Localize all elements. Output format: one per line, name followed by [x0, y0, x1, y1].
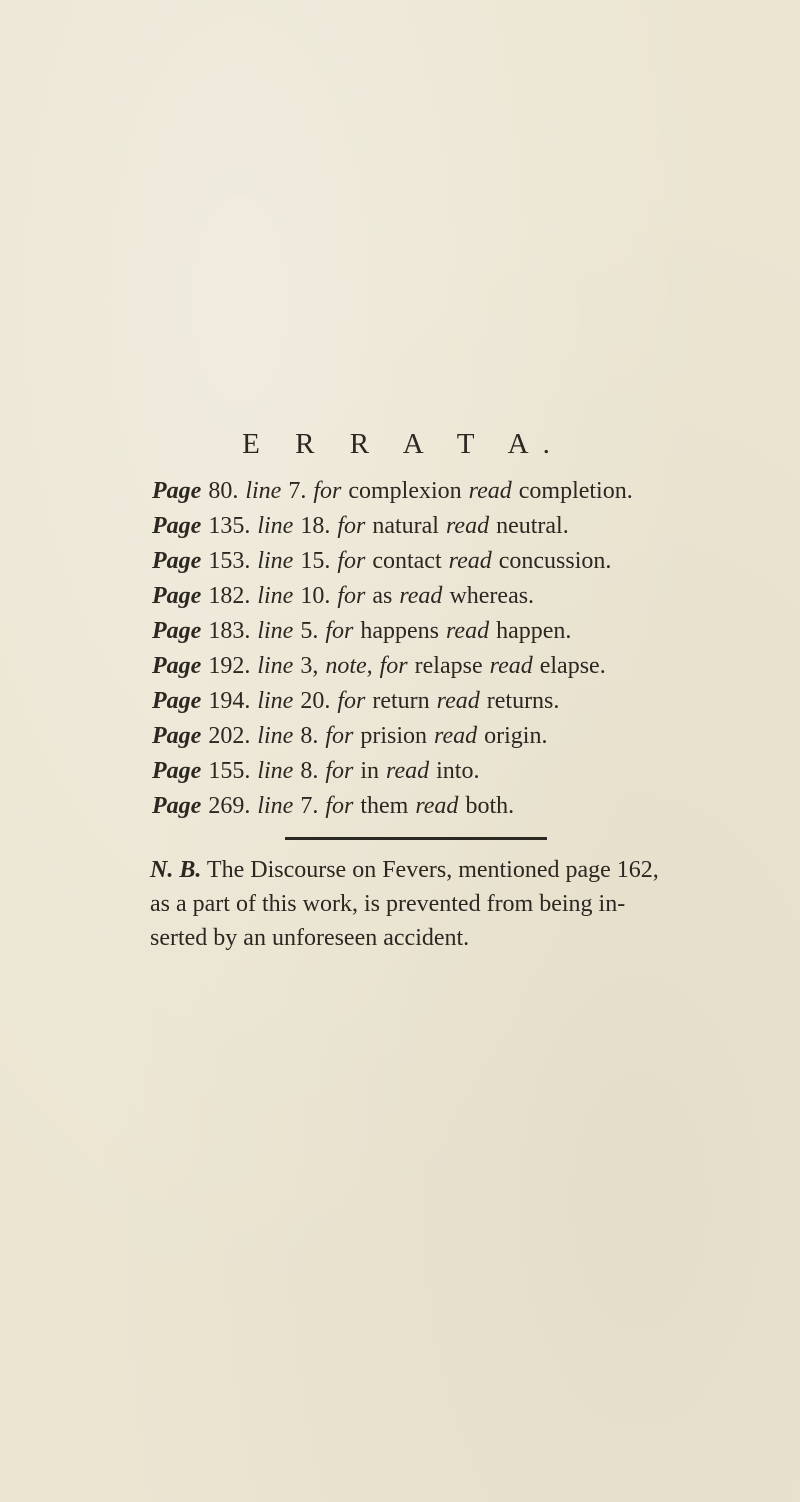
- erroneous-word: return: [372, 688, 430, 714]
- corrected-word: origin.: [484, 723, 548, 749]
- errata-row: [152, 754, 752, 789]
- errata-row: [152, 684, 752, 719]
- corrected-word: completion.: [518, 478, 633, 504]
- for-label: for: [337, 688, 366, 714]
- erroneous-word: as: [372, 583, 393, 609]
- page-number: 269.: [208, 793, 251, 819]
- errata-row: [152, 474, 752, 509]
- line-label: line: [257, 688, 294, 714]
- errata-row: [152, 614, 752, 649]
- line-number: 18.: [300, 513, 331, 539]
- corrected-word: neutral.: [496, 513, 569, 539]
- line-label: line: [257, 653, 294, 679]
- line-label: line: [257, 548, 294, 574]
- note-label: note,: [325, 653, 373, 679]
- read-label: read: [445, 513, 490, 539]
- for-label: for: [313, 478, 342, 504]
- line-number: 15.: [300, 548, 331, 574]
- nota-bene-line-2: as a part of this work, is prevented from being in-: [150, 891, 626, 917]
- errata-title: E R R A T A.: [242, 428, 564, 460]
- erroneous-word: them: [360, 793, 409, 819]
- errata-row: [152, 719, 752, 754]
- for-label: for: [325, 618, 354, 644]
- errata-row: [152, 649, 752, 684]
- page-label: Page: [152, 758, 202, 784]
- erroneous-word: natural: [372, 513, 439, 539]
- read-label: read: [489, 653, 533, 679]
- divider-rule: [285, 837, 547, 840]
- page-number: 192.: [208, 653, 251, 679]
- line-label: line: [245, 478, 282, 504]
- read-label: read: [386, 758, 430, 784]
- errata-list: [152, 474, 752, 824]
- line-number: 10.: [300, 583, 331, 609]
- read-label: read: [399, 583, 443, 609]
- line-number: 5.: [300, 618, 319, 644]
- read-label: read: [434, 723, 478, 749]
- corrected-word: concussion.: [498, 548, 612, 574]
- page-number: 202.: [208, 723, 251, 749]
- nota-bene-label: N. B.: [150, 857, 202, 883]
- errata-row: [152, 789, 752, 824]
- nota-bene-line-3: serted by an unforeseen accident.: [150, 925, 470, 951]
- line-number: 8.: [300, 723, 319, 749]
- for-label: for: [337, 513, 366, 539]
- page-label: Page: [152, 478, 202, 504]
- erroneous-word: in: [360, 758, 379, 784]
- errata-row: [152, 509, 752, 544]
- errata-row: [152, 544, 752, 579]
- read-label: read: [445, 618, 490, 644]
- page-number: 182.: [208, 583, 251, 609]
- erroneous-word: relapse: [414, 653, 483, 679]
- line-label: line: [257, 583, 294, 609]
- page-label: Page: [152, 513, 202, 539]
- line-label: line: [257, 513, 294, 539]
- page-number: 194.: [208, 688, 251, 714]
- corrected-word: both.: [465, 793, 515, 819]
- line-label: line: [257, 793, 294, 819]
- corrected-word: whereas.: [449, 583, 535, 609]
- erroneous-word: prision: [360, 723, 427, 749]
- corrected-word: happen.: [496, 618, 572, 644]
- page-label: Page: [152, 618, 202, 644]
- page-number: 135.: [208, 513, 251, 539]
- page-label: Page: [152, 723, 202, 749]
- read-label: read: [468, 478, 512, 504]
- line-number: 7.: [288, 478, 307, 504]
- for-label: for: [325, 723, 354, 749]
- nota-bene: [150, 853, 670, 955]
- for-label: for: [337, 583, 366, 609]
- corrected-word: elapse.: [539, 653, 606, 679]
- page-number: 155.: [208, 758, 251, 784]
- for-label: for: [379, 653, 408, 679]
- page-number: 153.: [208, 548, 251, 574]
- page-label: Page: [152, 688, 202, 714]
- corrected-word: returns.: [486, 688, 560, 714]
- for-label: for: [325, 758, 354, 784]
- erroneous-word: happens: [360, 618, 439, 644]
- page-label: Page: [152, 583, 202, 609]
- page-label: Page: [152, 653, 202, 679]
- line-label: line: [257, 758, 294, 784]
- line-number: 20.: [300, 688, 331, 714]
- page-label: Page: [152, 548, 202, 574]
- erroneous-word: contact: [372, 548, 442, 574]
- for-label: for: [325, 793, 354, 819]
- nota-bene-line-1: The Discourse on Fevers, mentioned page 162,: [206, 857, 659, 883]
- erroneous-word: complexion: [348, 478, 462, 504]
- page-label: Page: [152, 793, 202, 819]
- line-number: 8.: [300, 758, 319, 784]
- read-label: read: [415, 793, 459, 819]
- line-number: 7.: [300, 793, 319, 819]
- page-number: 80.: [208, 478, 239, 504]
- errata-row: [152, 579, 752, 614]
- line-number: 3,: [300, 653, 319, 679]
- line-label: line: [257, 618, 294, 644]
- read-label: read: [436, 688, 480, 714]
- page-number: 183.: [208, 618, 251, 644]
- read-label: read: [448, 548, 492, 574]
- corrected-word: into.: [436, 758, 480, 784]
- for-label: for: [337, 548, 366, 574]
- line-label: line: [257, 723, 294, 749]
